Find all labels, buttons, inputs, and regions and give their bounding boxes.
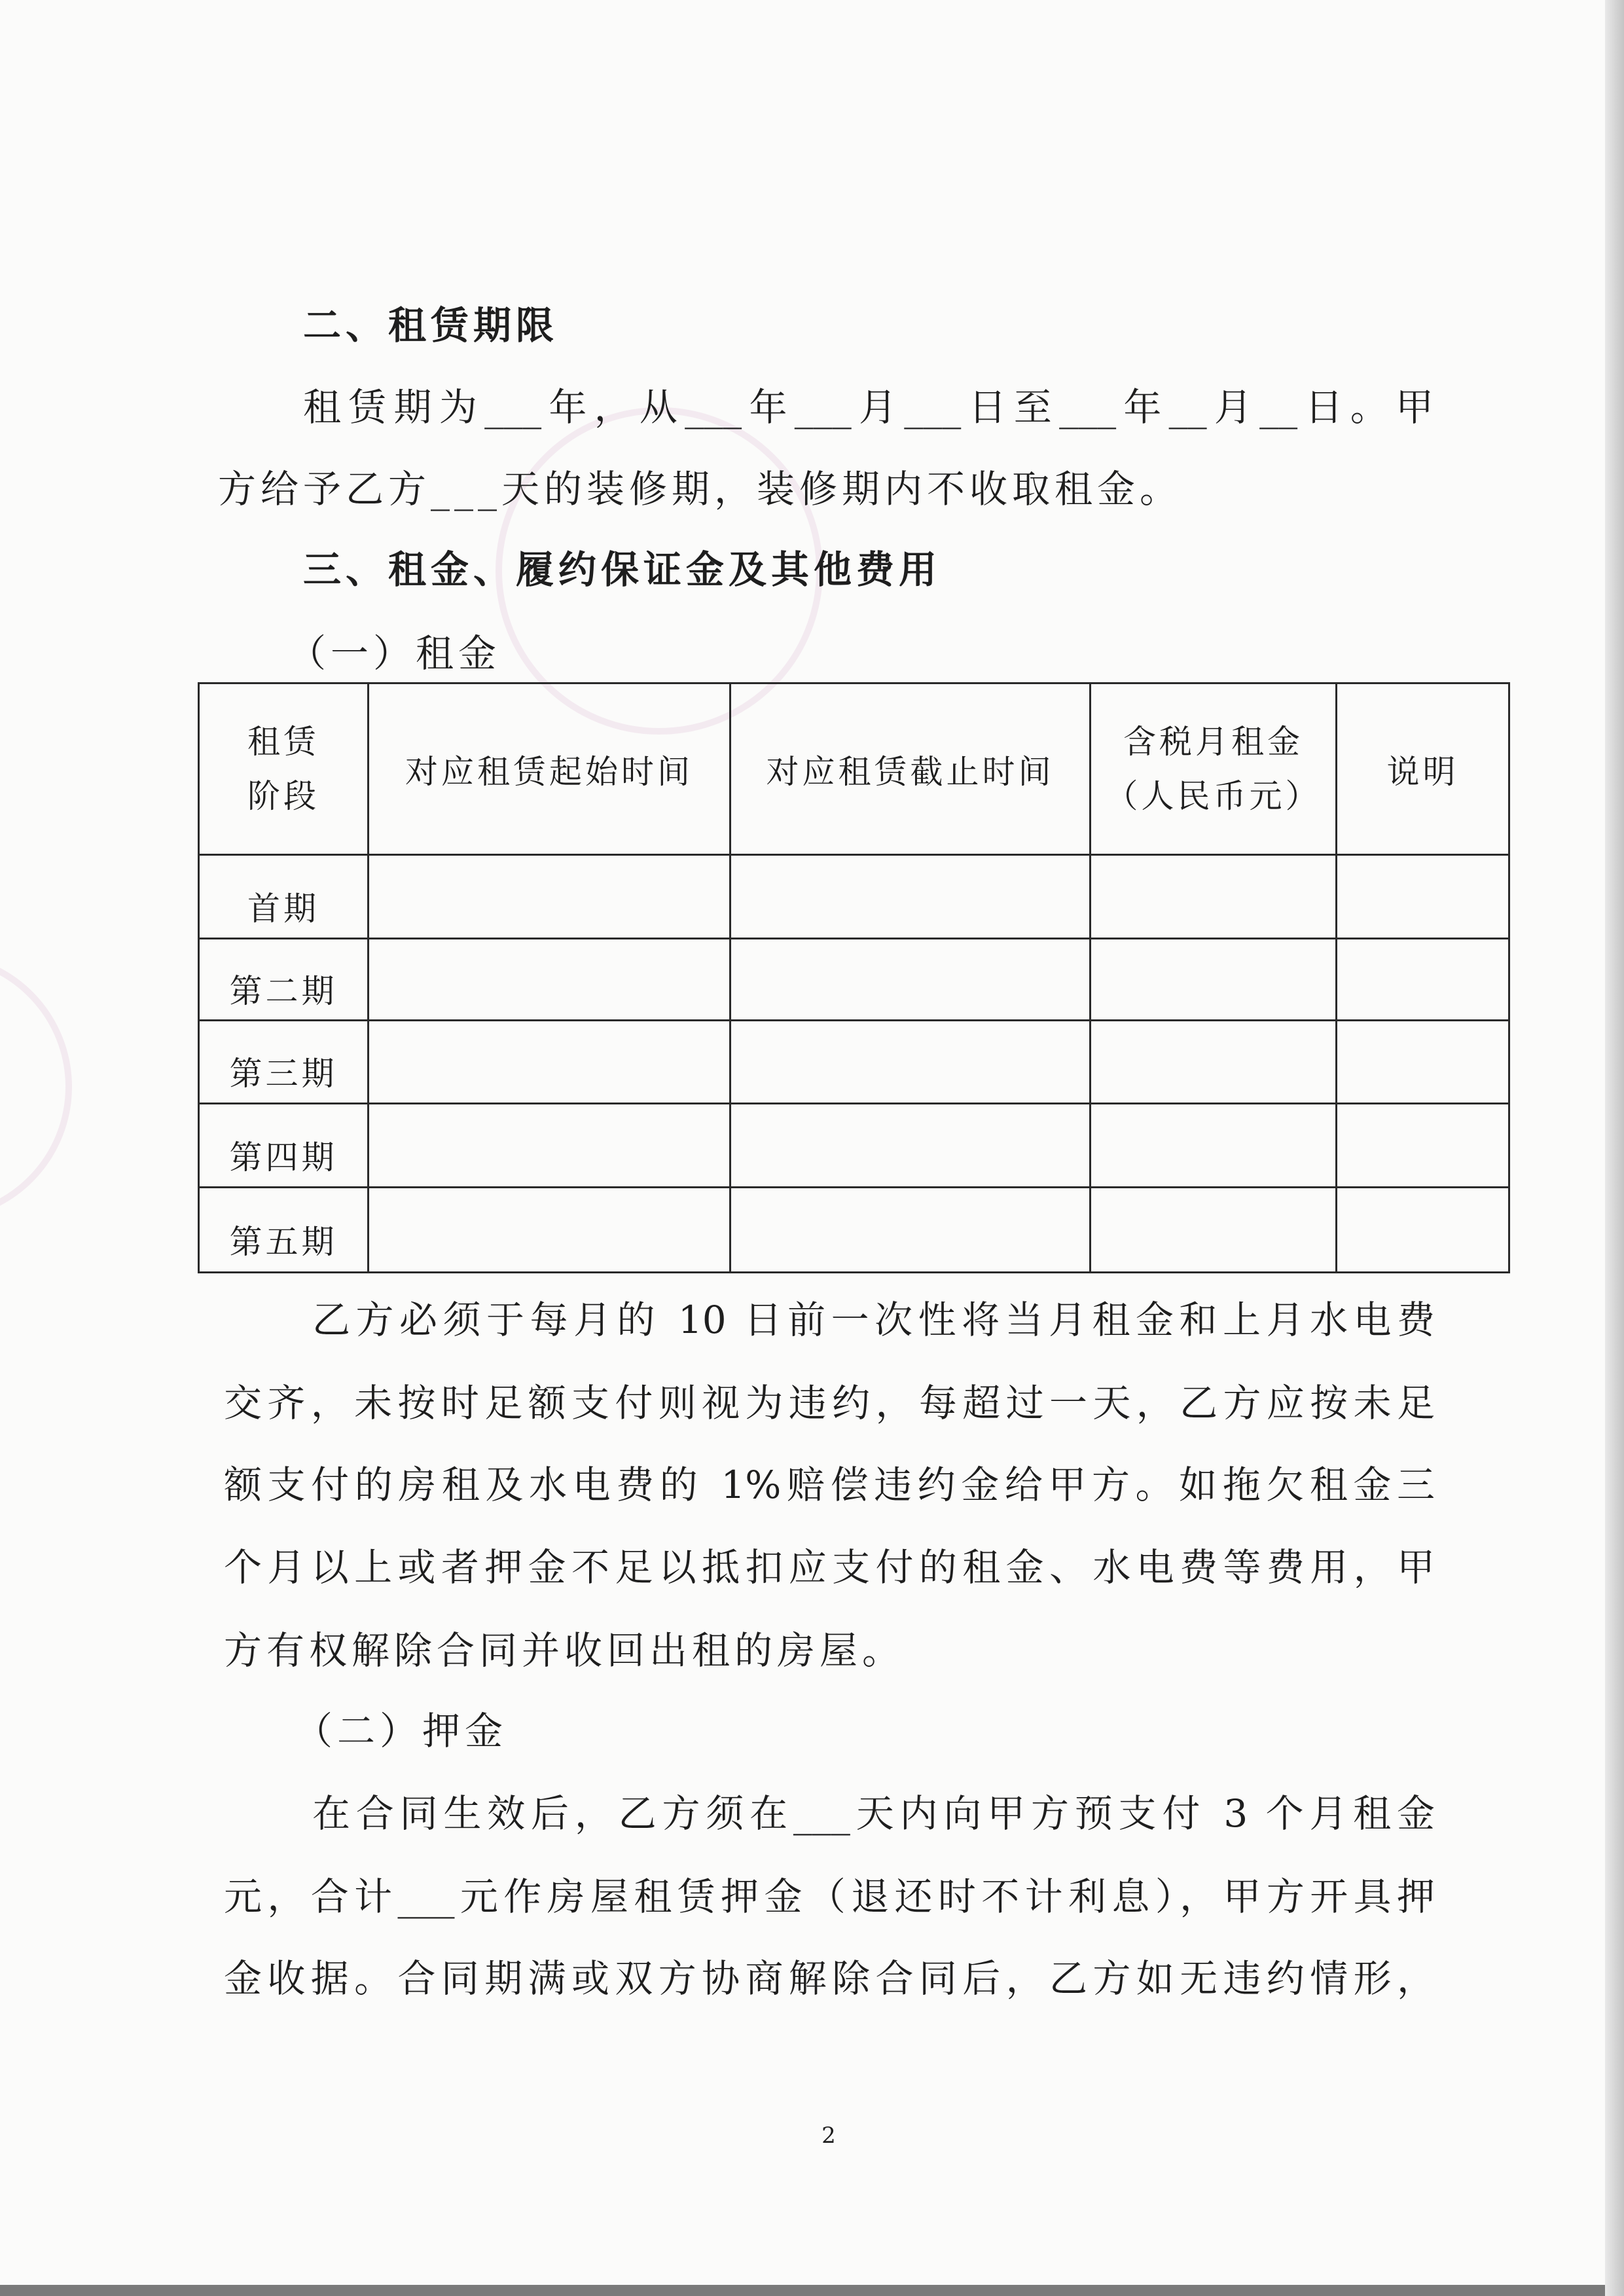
header-stage: 租赁 阶段 xyxy=(199,683,369,855)
cell-note xyxy=(1337,1104,1509,1188)
cell-end-time xyxy=(731,939,1091,1021)
cell-monthly-rent xyxy=(1091,1188,1337,1273)
cell-monthly-rent xyxy=(1091,939,1337,1021)
subheading-deposit: （二）押金 xyxy=(295,1709,508,1753)
cell-monthly-rent xyxy=(1091,1104,1337,1188)
cell-note xyxy=(1337,855,1509,939)
row-stage-label: 第四期 xyxy=(199,1104,369,1188)
cell-start-time xyxy=(369,1021,731,1104)
cell-end-time xyxy=(731,1021,1091,1104)
cell-monthly-rent xyxy=(1091,1021,1337,1104)
row-stage-label: 首期 xyxy=(199,855,369,939)
table-row xyxy=(199,1104,1509,1188)
cell-start-time xyxy=(369,939,731,1021)
row-stage-label: 第三期 xyxy=(199,1021,369,1104)
cell-end-time xyxy=(731,1188,1091,1273)
header-note: 说明 xyxy=(1337,683,1509,855)
rent-paragraph-line-4: 个月以上或者押金不足以抵扣应支付的租金、水电费等费用，甲 xyxy=(224,1545,1435,1590)
rent-paragraph-line-5: 方有权解除合同并收回出租的房屋。 xyxy=(224,1628,905,1673)
subheading-rent: （一）租金 xyxy=(288,631,501,676)
row-stage-label: 第五期 xyxy=(199,1188,369,1273)
table-row xyxy=(199,855,1509,939)
faint-edge-seal-stamp xyxy=(0,953,72,1228)
table-header-row xyxy=(199,683,1509,855)
cell-start-time xyxy=(369,1188,731,1273)
rent-schedule-table xyxy=(198,682,1510,1273)
cell-note xyxy=(1337,939,1509,1021)
deposit-paragraph-line-2: 元，合计___元作房屋租赁押金（退还时不计利息），甲方开具押 xyxy=(224,1874,1435,1919)
scan-edge-right xyxy=(1605,0,1624,2296)
cell-end-time xyxy=(731,1104,1091,1188)
table-row xyxy=(199,939,1509,1021)
term-line-1: 租赁期为___年，从___年___月___日至___年__月__日。甲 xyxy=(303,385,1434,429)
deposit-paragraph-line-1: 在合同生效后，乙方须在___天内向甲方预支付 3 个月租金 xyxy=(312,1791,1435,1836)
table-row xyxy=(199,1021,1509,1104)
cell-note xyxy=(1337,1021,1509,1104)
term-line-2: 方给予乙方___天的装修期，装修期内不收取租金。 xyxy=(218,467,1183,511)
cell-note xyxy=(1337,1188,1509,1273)
rent-paragraph-line-1: 乙方必须于每月的 10 日前一次性将当月租金和上月水电费 xyxy=(312,1298,1435,1342)
row-stage-label: 第二期 xyxy=(199,939,369,1021)
page-number: 2 xyxy=(821,2123,836,2149)
table-row xyxy=(199,1188,1509,1273)
cell-monthly-rent xyxy=(1091,855,1337,939)
scan-edge-bottom xyxy=(0,2285,1605,2296)
section-heading-term: 二、租赁期限 xyxy=(303,303,559,348)
deposit-paragraph-line-3: 金收据。合同期满或双方协商解除合同后，乙方如无违约情形， xyxy=(224,1956,1435,2001)
header-start-time: 对应租赁起始时间 xyxy=(369,683,731,855)
rent-paragraph-line-2: 交齐，未按时足额支付则视为违约，每超过一天，乙方应按未足 xyxy=(224,1381,1435,1425)
rent-paragraph-line-3: 额支付的房租及水电费的 1%赔偿违约金给甲方。如拖欠租金三 xyxy=(224,1463,1435,1507)
header-monthly-rent: 含税月租金 （人民币元） xyxy=(1091,683,1337,855)
cell-start-time xyxy=(369,1104,731,1188)
section-heading-rent: 三、租金、履约保证金及其他费用 xyxy=(303,547,942,592)
cell-start-time xyxy=(369,855,731,939)
cell-end-time xyxy=(731,855,1091,939)
header-end-time: 对应租赁截止时间 xyxy=(731,683,1091,855)
